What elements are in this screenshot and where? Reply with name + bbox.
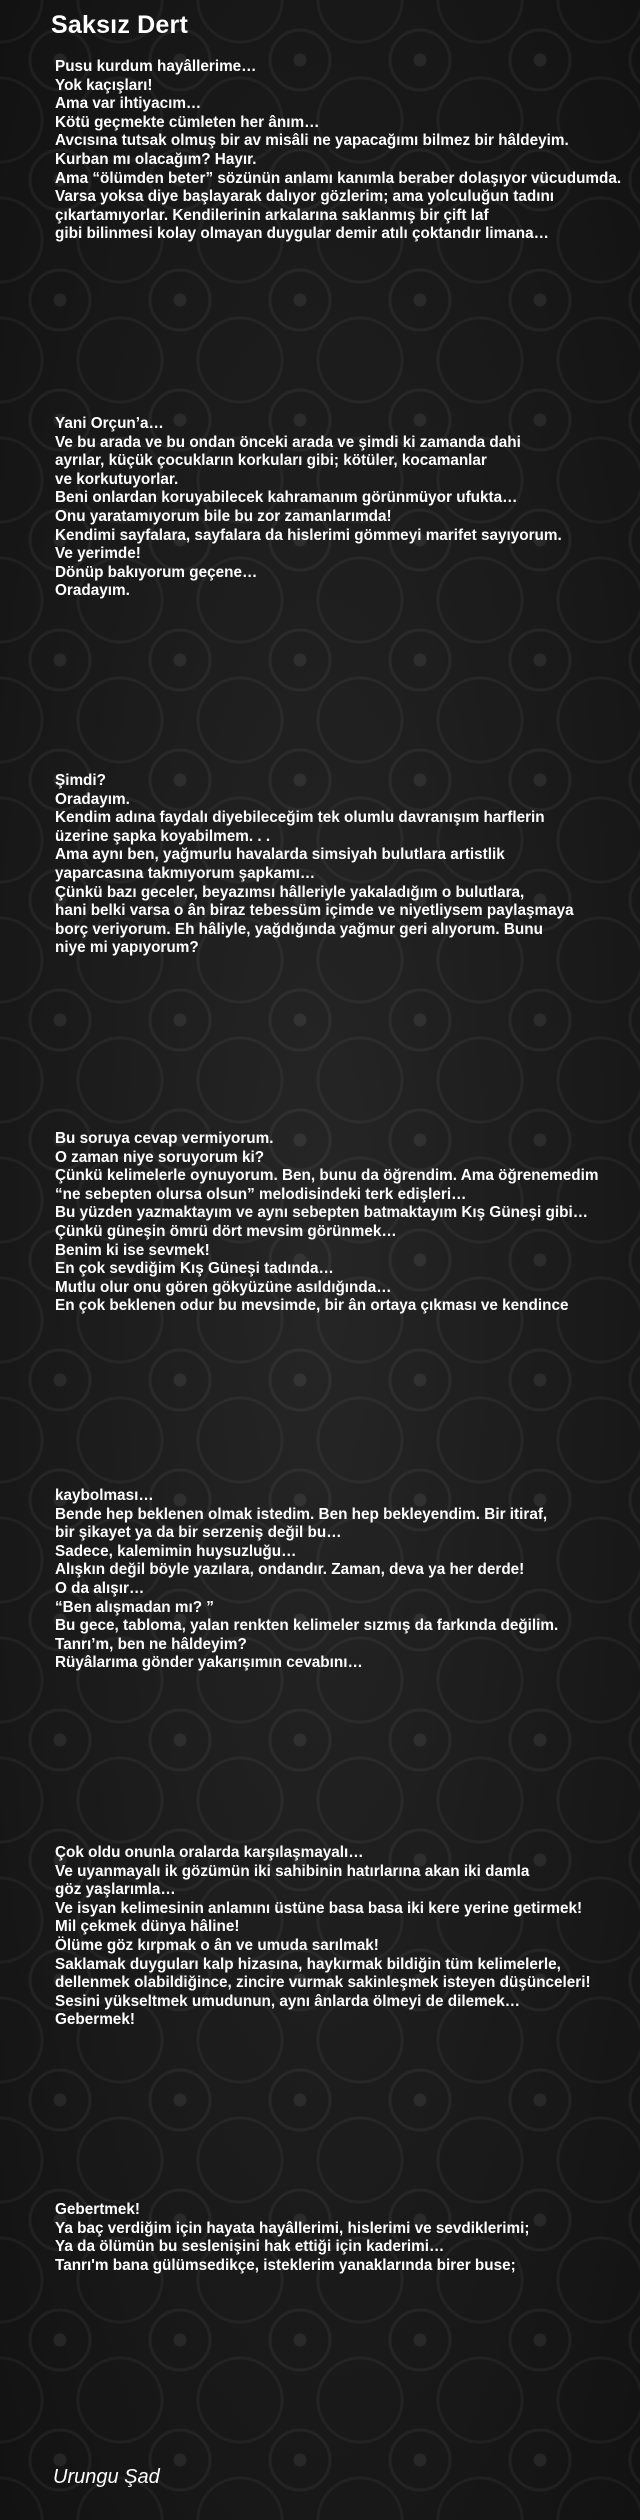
poem-line: Kötü geçmekte cümleten her ânım…: [55, 113, 320, 131]
poem-line: Onu yaratamıyorum bile bu zor zamanlarımda!: [55, 507, 392, 525]
stanza-4: [55, 1130, 640, 1316]
poem-line: Alışkın değil böyle yazılara, ondandır. Zaman, deva ya her derde!: [55, 1561, 525, 1579]
poem-line: Sesini yükseltmek umudunun, aynı ânlarda ölmeyi de dilemek…: [55, 1992, 521, 2010]
poem-line: Tanrı'm bana gülümsedikçe, isteklerim yanaklarında birer buse;: [55, 2256, 516, 2274]
stanza-3: [55, 772, 640, 958]
poem-line: çıkartamıyorlar. Kendilerinin arkalarına saklanmış bir çift laf: [55, 206, 489, 224]
poem-line: Saklamak duyguları kalp hizasına, haykırmak bildiğin tüm kelimelerle,: [55, 1955, 561, 1973]
poem-line: Ve bu arada ve bu ondan önceki arada ve şimdi ki zamanda dahi: [55, 433, 521, 451]
poem-line: gibi bilinmesi kolay olmayan duygular demir atılı çoktandır limana…: [55, 225, 549, 243]
poem-line: borç veriyorum. Eh hâliyle, yağdığında yağmur geri alıyorum. Bunu: [55, 920, 543, 938]
poem-line: Bu gece, tabloma, yalan renkten kelimeler sızmış da farkında değilim.: [55, 1617, 559, 1635]
poem-line: Avcısına tutsak olmuş bir av misâli ne yapacağımı bilmez bir hâldeyim.: [55, 132, 569, 150]
poem-line: Ama aynı ben, yağmurlu havalarda simsiyah bulutlara artistlik: [55, 846, 505, 864]
stanza-6: [55, 1844, 640, 2030]
poem-line: Gebermek!: [55, 2011, 135, 2029]
poem-line: hani belki varsa o ân biraz tebessüm içimde ve niyetliysem paylaşmaya: [55, 902, 574, 920]
poem-line: Kendim adına faydalı diyebileceğim tek olumlu davranışım harflerin: [55, 809, 545, 827]
poem-line: Pusu kurdum hayâllerime…: [55, 58, 257, 75]
poem-line: Mutlu olur onu gören gökyüzüne asıldığında…: [55, 1278, 392, 1296]
poem-line: Bu yüzden yazmaktayım ve aynı sebepten batmaktayım Kış Güneşi gibi…: [55, 1204, 589, 1222]
poem-line: Ve uyanmayalı ik gözümün iki sahibinin hatırlarına akan iki damla: [55, 1862, 530, 1880]
poem-line: Beni onlardan koruyabilecek kahramanım görünmüyor ufukta…: [55, 489, 518, 507]
poem-line: Ve yerimde!: [55, 545, 141, 563]
poem-line: kaybolması…: [55, 1487, 154, 1504]
poem-line: Rüyâlarıma gönder yakarışımın cevabını…: [55, 1654, 363, 1672]
poem-line: dellenmek olabildiğince, zincire vurmak sakinleşmek isteyen düşünceleri!: [55, 1974, 591, 1992]
poem-line: Varsa yoksa diye başlayarak dalıyor gözlerim; ama yolculuğun tadını: [55, 188, 555, 206]
poem-line: Oradayım.: [55, 582, 130, 600]
poem-line: üzerine şapka koyabilmem. . .: [55, 827, 271, 845]
poem-line: Çünkü bazı geceler, beyazımsı hâlleriyle yakaladığım o bulutlara,: [55, 883, 525, 901]
poem-line: ayrılar, küçük çocukların korkuları gibi; kötüler, kocamanlar: [55, 452, 487, 470]
poem-line: Oradayım.: [55, 790, 130, 808]
poem-line: “Ben alışmadan mı? ”: [55, 1598, 214, 1616]
poem-line: Ve isyan kelimesinin anlamını üstüne basa basa iki kere yerine getirmek!: [55, 1899, 583, 1917]
poem-line: Dönüp bakıyorum geçene…: [55, 563, 258, 581]
poem-line: Kendimi sayfalara, sayfalara da hislerimi gömmeyi marifet sayıyorum.: [55, 526, 562, 544]
poem-line: Sadece, kalemimin huysuzluğu…: [55, 1542, 297, 1560]
poem-line: göz yaşlarımla…: [55, 1881, 176, 1899]
poem-title: Saksız Dert: [51, 11, 188, 39]
poem-line: yaparcasına takmıyorum şapkamı…: [55, 864, 316, 882]
poem-line: Ya baç verdiğim için hayata hayâllerimi, hislerimi ve sevdiklerimi;: [55, 2219, 530, 2237]
poem-line: O da alışır…: [55, 1579, 145, 1597]
poem-line: Benim ki ise sevmek!: [55, 1241, 210, 1259]
poem-line: Kurban mı olacağım? Hayır.: [55, 150, 257, 168]
poem-line: Ama var ihtiyacım…: [55, 95, 202, 113]
poem-line: bir şikayet ya da bir serzeniş değil bu…: [55, 1524, 342, 1542]
poem-line: Yok kaçışları!: [55, 76, 153, 94]
stanza-7: [55, 2201, 640, 2275]
poem-line: Çünkü kelimelerle oynuyorum. Ben, bunu da öğrendim. Ama öğrenemedim: [55, 1167, 599, 1185]
poem-line: Bu soruya cevap vermiyorum.: [55, 1130, 274, 1147]
poem-line: Ama “ölümden beter” sözünün anlamı kanımla beraber dolaşıyor vücudumda.: [55, 169, 622, 187]
poem-line: Mil çekmek dünya hâline!: [55, 1918, 240, 1936]
poem-line: Çok oldu onunla oralarda karşılaşmayalı…: [55, 1844, 364, 1861]
stanza-5: [55, 1487, 640, 1673]
poem-line: O zaman niye soruyorum ki?: [55, 1148, 265, 1166]
author-name: Urungu Şad: [53, 2466, 160, 2488]
poem-line: En çok beklenen odur bu mevsimde, bir ân ortaya çıkması ve kendince: [55, 1297, 569, 1315]
poem-line: “ne sebepten olursa olsun” melodisindeki terk edişleri…: [55, 1185, 467, 1203]
poem-line: Bende hep beklenen olmak istedim. Ben hep bekleyendim. Bir itiraf,: [55, 1505, 548, 1523]
poem-line: Gebertmek!: [55, 2201, 141, 2218]
poem-line: Yani Orçun’a…: [55, 415, 164, 432]
poem-line: Tanrı’m, ben ne hâldeyim?: [55, 1635, 247, 1653]
poem-line: Şimdi?: [55, 772, 106, 789]
poem-line: ve korkutuyorlar.: [55, 470, 179, 488]
poem-line: niye mi yapıyorum?: [55, 939, 199, 957]
poem-line: Ölüme göz kırpmak o ân ve umuda sarılmak!: [55, 1936, 379, 1954]
stanza-1: [55, 58, 640, 244]
poem-line: En çok sevdiğim Kış Güneşi tadında…: [55, 1260, 334, 1278]
poem-line: Çünkü güneşin ömrü dört mevsim görünmek…: [55, 1222, 397, 1240]
stanza-2: [55, 415, 640, 601]
poem-line: Ya da ölümün bu seslenişini hak ettiği için kaderimi…: [55, 2238, 445, 2256]
